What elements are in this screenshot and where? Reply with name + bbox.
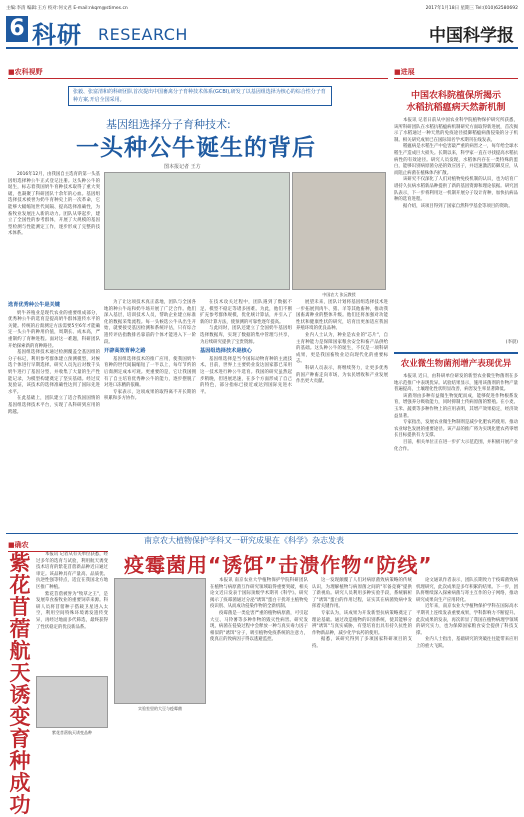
- lab-photo: [114, 578, 206, 704]
- date-info: 2017年1月18日 星期三 Tel:(010)62580692: [425, 5, 518, 11]
- lab-photo-caption: 实验室里的大豆与疫霉菌: [138, 706, 182, 711]
- bottom-kicker: 南京农大植物保护学科又一研究成果在《科学》杂志发表: [144, 536, 344, 545]
- alfalfa-photo: [36, 676, 108, 728]
- body-col-4: 展望未来，团队计划将基因组选择技术进一步拓展到肉牛、猪、羊等其他畜种，推动我国畜禽种业的整体升级。他们还将加强对功能性状和健康性状的研究，培育出更加适应我国养殖环境的优良品种。 业内人士认为，种业是农业的"芯片"，自主育种能力是保障国家粮食安全和畜产品供给的基础。这头种公牛的诞生，不仅是一项科研成果，更是我国畜牧业迈向现代化的重要标志。 科研人员表示，将继续努力，让更多优秀的国产种畜走向市场，为农民增收和产业发展作出更大贡献。: [296, 300, 388, 385]
- subhead-3: 基因组选择技术是核心: [200, 348, 252, 355]
- right-divider: [394, 352, 518, 354]
- page-number: 6: [6, 16, 28, 42]
- right-text-2: 本报讯 近日，由科研单位研发的新型农业微生物菌剂在多地示范推广中表现优异。试验结果显示，施用该菌剂的作物产量普遍提高，土壤理化性状明显改善，病害发生率显著降低。 该菌剂由多种有益微生物复配而成，能够促进作物根系发育，增强养分吸收能力，同时抑制土传病原菌的繁殖。在小麦、玉米、蔬菜等多种作物上的应用表明，其增产效果稳定，经济效益显著。 专家指出，发展农业微生物制剂是减少化肥农药使用、推动农业绿色发展的重要途径。该产品的推广将为实现化肥农药零增长目标提供有力支撑。 目前，相关单位正在进一步扩大示范范围，并积极开展产业化合作。: [394, 374, 518, 452]
- vertical-title: 紫花苜蓿航天诱变育种成功: [9, 551, 31, 817]
- bottom-text-1: 本报讯 南京农业大学植物保护学院科研团队在植物与病原菌互作研究领域取得重要突破，相关论文近日发表于国际顶级学术期刊《科学》。研究揭示了疫霉菌通过分泌"诱饵"蛋白干扰寄主植物免疫识别、从而成功侵染作物的全新机制。 疫霉菌是一类危害严重的植物病原菌，可引起大豆、马铃薯等多种作物的毁灭性病害。研究发现，病菌在侵染过程中会释放一种与真实毒力因子相似的"诱饵"分子，吸引植物免疫系统的注意力，使真正的致病因子得以逃避监控。: [210, 578, 308, 643]
- intro-text: 2016年12月，由我国自主选育的第一头基因组选择种公牛正式登记注册。这头种公牛的诞生，标志着我国奶牛育种技术取得了重大突破，也凝聚了科研团队十余年的心血。基因组选择技术被誉为奶牛育种史上的一次革命，它能够大幅缩短世代间隔、提高选择准确性，为畜牧业发展注入新的动力。团队从零起步，建立了全国性的参考群体，开展了大规模的基因型检测与性能测定工作，逐步形成了完整的技术体系。: [8, 172, 100, 237]
- subhead-1: 选育优秀种公牛是关键: [8, 302, 60, 308]
- bottom-text-3: 论文通讯作者表示，团队长期致力于疫霉菌致病机理研究，此次成果是多年积累的结果。下一步，团队将继续深入探索病菌与寄主互作的分子网络，推动研究成果向生产应用转化。 近年来，南京农业大学植物保护学科在国际高水平期刊上连续发表重要成果，学科影响力不断提升。此次成果的发表，再次彰显了我国在植物病理学领域的研究实力，也为保障国家粮食安全提供了科技支撑。 业内人士指出，基础研究的突破往往能带来应用上的重大飞跃。: [416, 578, 518, 649]
- lead-box: 张毅、张富清和的科研团队首次提出中国畜禽分子育种技术体系(GCBI),研发了以基因组选择为核心的综合性分子育种方案,开启全国采用。: [68, 86, 332, 106]
- section-divider: [6, 533, 518, 534]
- body-col-1: 选育优秀种公牛是关键 奶牛养殖业是现代农业的重要组成部分，优秀种公牛的选育是提高奶牛群体遗传水平的关键。传统的后裔测定方法需要5至6年才能确定一头公牛的种用价值，周期长、成本高，严重制约了育种进程。面对这一难题，科研团队开始探索新的育种路径。 基因组选择技术通过检测覆盖全基因组的分子标记，利用参考群体建立预测模型，对候选个体进行早期选择。研究人员先后对数千头奶牛进行了基因分型，并收集了大量的生产性能记录，为模型构建奠定了坚实基础。经过反复验证，该技术的选择准确性达到了国际先进水平。 在此基础上，团队建立了适合我国国情的基因组选择技术平台，实现了从科研到应用的跨越。: [8, 302, 100, 415]
- bottom-headline: 疫霉菌用“诱饵”击溃作物“防线”: [124, 553, 433, 577]
- left-bottom-text-1: 本报讯 记者从有关单位获悉，经过多年的选育与试验，利用航天诱变技术培育的紫花苜蓿新品种近日通过审定。该品种具有产量高、品质优、抗逆性强等特点，适宜在我国北方地区推广种植。 紫花苜蓿被誉为"牧草之王"，是发展草食畜牧业的重要饲草来源。科研人员将苜蓿种子搭载卫星进入太空，利用空间特殊环境诱发遗传变异，再经过地面多代筛选，最终获得了性状稳定的优良新品系。: [36, 552, 108, 630]
- article-subtitle: 基因组选择分子育种技术:: [106, 118, 231, 131]
- section-title-en: RESEARCH: [98, 25, 188, 44]
- section-title-cn: 科研: [32, 21, 82, 49]
- portrait-caption: 中国农大 张沅教授: [322, 292, 356, 297]
- right-title-2: 水稻抗稻瘟病天然新机制: [406, 103, 506, 113]
- bottom-text-2: 这一发现颠覆了人们对病原菌致病策略的传统认识，为理解植物与病原菌之间的"军备竞赛"提供了新视角。研究人员利用多种实验手段，系统解析了"诱饵"蛋白的作用过程，证实其在病菌致病中发挥着关键作用。 专家认为，该成果为开发新型抗病策略奠定了理论基础。通过改造植物的识别系统，使其能够分辨"诱饵"与真实威胁，有望培育出具有持久抗性的作物新品种，减少化学农药的使用。 据悉，该研究得到了多项国家科研项目的支持。: [312, 578, 412, 649]
- article-headline: 一头种公牛诞生的背后: [76, 135, 316, 161]
- body-col-2: 为了让这项技术真正落地，团队与全国各地的种公牛站和奶牛场开展了广泛合作。他们深入基层，培训技术人员，帮助企业建立标准化的数据采集流程。每一头候选公牛从出生开始，就要接受基因检测和系统评估，只有综合遗传评估指数排名靠前的个体才能进入下一阶段。 开辟高效育种之路 基因组选择技术的推广应用，使我国奶牛育种的世代间隔缩短了一半以上，每年节约的后裔测定成本可观。更重要的是，它让我国拥有了自主培育优秀种公牛的能力，逐步摆脱了对进口冻精的依赖。 专家表示，这项成果的取得离不开长期的积累和多方协作。: [104, 300, 196, 402]
- column-label-bottom-left: ■确农: [8, 540, 108, 552]
- subhead-2: 开辟高效育种之路: [104, 348, 146, 355]
- portrait-photo: [292, 172, 386, 290]
- editor-info: 主编:李清 编辑:王方 校对:何文君 E-mail:nkqm@stimes.cn: [6, 5, 128, 11]
- cow-photo: [104, 172, 290, 290]
- top-bar: [6, 3, 518, 12]
- body-col-3: 在技术攻关过程中，团队遇到了数据不足、模型不稳定等诸多困难。为此，他们不断扩充参考群体规模，优化统计算法，并引入了新的计算方法，使预测的可靠性逐年提高。 与此同时，团队还建立了全国奶牛基因组选择数据库，实现了数据的集中管理与共享，为后续研究提供了宝贵资源。 基因组选择技术是核心 基因组选择是当今国际动物育种的主流技术。目前，世界上主要奶业发达国家都已采用这一技术进行种公牛选育。我国的研究虽然起步稍晚，但进展迅速，在多个方面形成了自己的特色，部分指标已接近或达到国际先进水平。: [200, 300, 292, 395]
- column-label-main: ■农科视野: [8, 67, 388, 79]
- article-byline: 图本报记者 王方: [164, 164, 201, 170]
- column-label-right: ■进展: [394, 67, 518, 79]
- right-end-mark: (李晨): [505, 340, 518, 345]
- right-title-1: 中国农科院植保所揭示: [410, 91, 501, 101]
- alfalfa-caption: 紫花苜蓿航天诱变品种: [52, 730, 92, 735]
- right-text-1: 本报讯 记者日前从中国农业科学院植物保护研究所获悉，该所科研团队在水稻抗稻瘟病机制研究方面取得新进展，首次揭示了水稻通过一种天然的免疫途径抵御稻瘟病菌侵染的分子机制。相关研究成果已在国际知名学术期刊在线发表。 稻瘟病是水稻生产中危害最严重的病害之一，每年给全球水稻生产造成巨大损失。长期以来，科学家一直在寻找提高水稻抗病性的有效途径。研究人员发现，水稻体内存在一类特殊的蛋白，能够识别病原菌分泌的效应因子，并迅速激活防御反应，从而阻止病菌在植株体内扩散。 该研究不仅深化了人们对植物免疫机制的认识，也为培育广谱持久抗病水稻新品种提供了新的基因资源和理论依据。研究团队表示，下一步将利用这一机制开展分子设计育种，加快抗病品种的选育进程。 据介绍，该项目得到了国家自然科学基金等项目的资助。: [394, 118, 518, 209]
- right-title-3: 农业微生物菌剂增产表现优异: [400, 359, 512, 369]
- newspaper-name: 中国科学报: [429, 26, 514, 46]
- page-header: [6, 13, 518, 49]
